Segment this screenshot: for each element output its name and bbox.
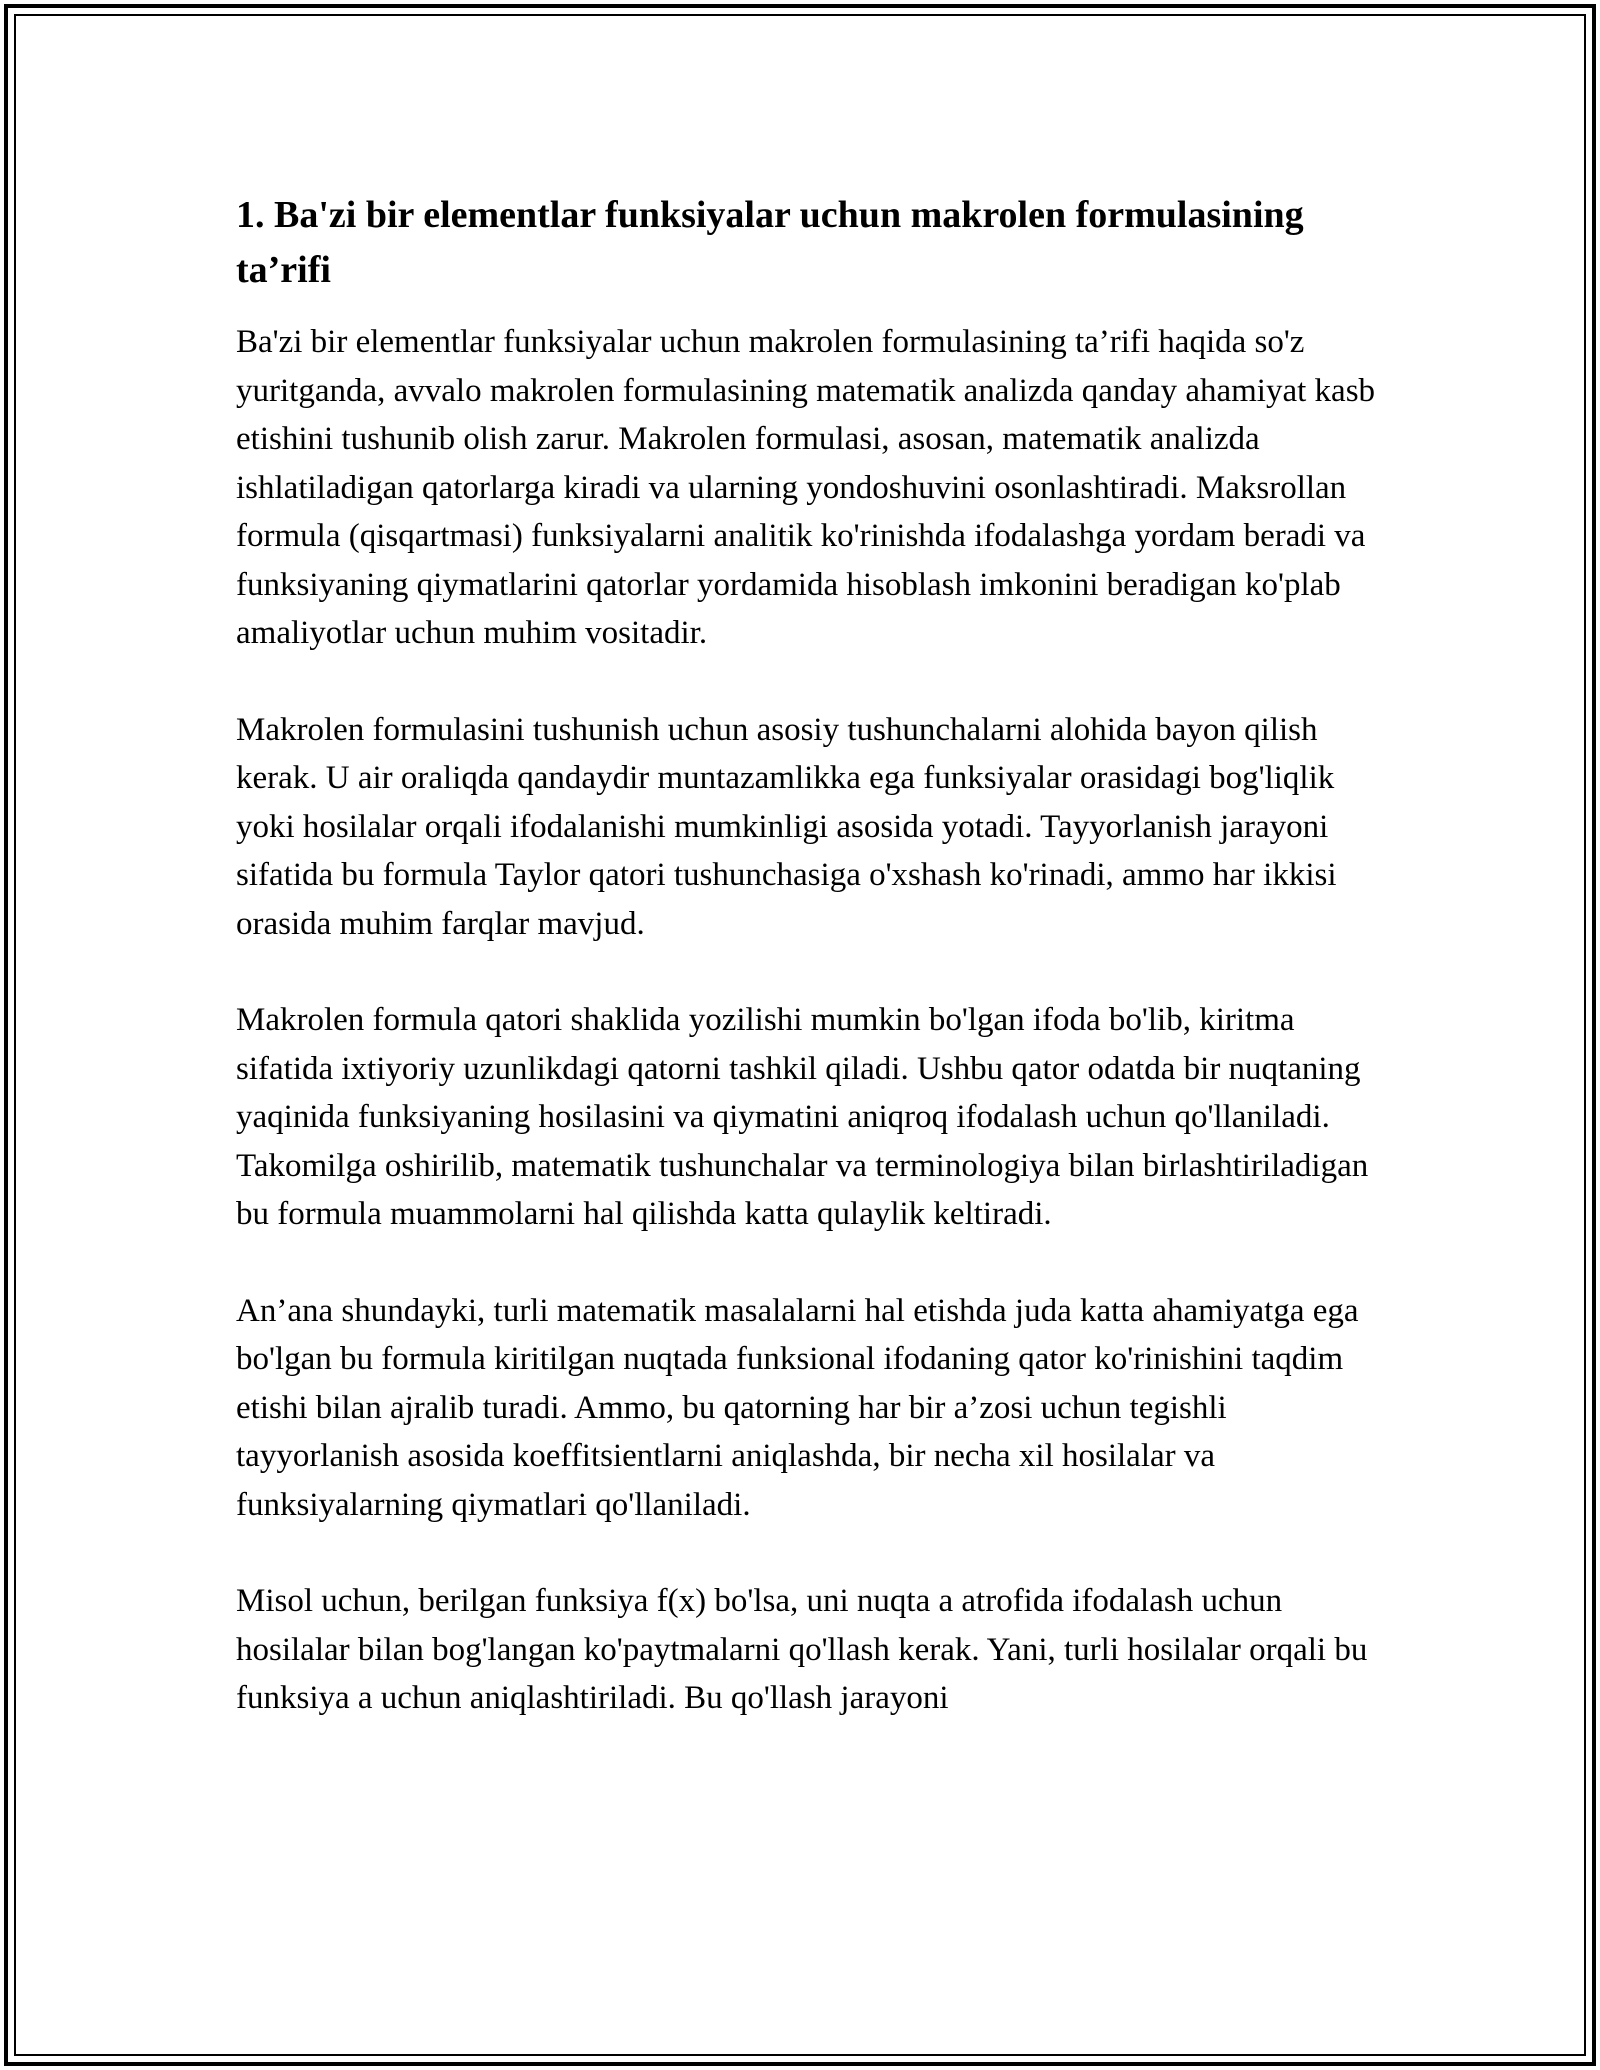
document-content [236, 188, 1376, 1771]
paragraph-1: Ba'zi bir elementlar funksiyalar uchun makrolen formulasining ta’rifi haqida so'z yuritganda, avvalo makrolen formulasining matematik analizda qanday ahamiyat kasb etishini tushunib olish zarur. Makrolen formulasi, asosan, matematik analizda ishlatiladigan qatorlarga kiradi va ularning yondoshuvini osonlashtiradi. Maksrollan formula (qisqartmasi) funksiyalarni analitik ko'rinishda ifodalashga yordam beradi va funksiyaning qiymatlarini qatorlar yordamida hisoblash imkonini beradigan ko'plab amaliyotlar uchun muhim vositadir. [236, 324, 1376, 651]
paragraph-4: An’ana shundayki, turli matematik masalalarni hal etishda juda katta ahamiyatga ega bo'lgan bu formula kiritilgan nuqtada funksional ifodaning qator ko'rinishini taqdim etishi bilan ajralib turadi. Ammo, bu qatorning har bir a’zosi uchun tegishli tayyorlanish asosida koeffitsientlarni aniqlashda, bir necha xil hosilalar va funksiyalarning qiymatlari qo'llaniladi. [236, 1292, 1359, 1523]
paragraph-2: Makrolen formulasini tushunish uchun asosiy tushunchalarni alohida bayon qilish kerak. U air oraliqda qandaydir muntazamlikka ega funksiyalar orasidagi bog'liqlik yoki hosilalar orqali ifodalanishi mumkinligi asosida yotadi. Tayyorlanish jarayoni sifatida bu formula Taylor qatori tushunchasiga o'xshash ko'rinadi, ammo har ikkisi orasida muhim farqlar mavjud. [236, 711, 1337, 942]
section-heading: 1. Ba'zi bir elementlar funksiyalar uchun makrolen formulasining ta’rifi [236, 194, 1304, 291]
paragraph-5: Misol uchun, berilgan funksiya f(x) bo'lsa, uni nuqta a atrofida ifodalash uchun hosilalar bilan bog'langan ko'paytmalarni qo'llash kerak. Yani, turli hosilalar orqali bu funksiya a uchun aniqlashtiriladi. Bu qo'llash jarayoni [236, 1583, 1368, 1716]
paragraph-3: Makrolen formula qatori shaklida yozilishi mumkin bo'lgan ifoda bo'lib, kiritma sifatida ixtiyoriy uzunlikdagi qatorni tashkil qiladi. Ushbu qator odatda bir nuqtaning yaqinida funksiyaning hosilasini va qiymatini aniqroq ifodalash uchun qo'llaniladi. Takomilga oshirilib, matematik tushunchalar va terminologiya bilan birlashtiriladigan bu formula muammolarni hal qilishda katta qulaylik keltiradi. [236, 1002, 1369, 1232]
